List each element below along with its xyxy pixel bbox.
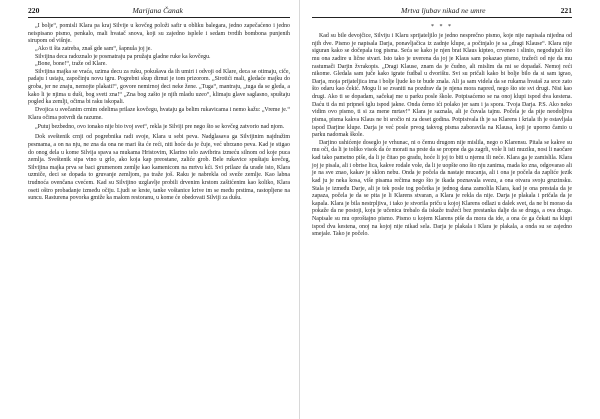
right-page-number: 221 [560, 6, 572, 15]
paragraph: Kad su bile devojčice, Silviju i Klaru sprijateljilo je jedno nesprečno pismo, koje nije napisala nijedna od njih dve. Pismo je napisala Darja, ponavljačica iz zadnje klupe, a počinjalo je sa „dragi Klause“. Klara nije siguran kako se dočepala tog pisma. Seća se kako je njen brat Klaus kipteo, crveneo i slinio, negodujući što mu ona zadire u lične stvari. Isto tako je uverena da joj je Klaus sam pokazao pismo, tražeći od nje da mu rastumači Darjin žvrakopis. „Dragi Klause, znam da je čudno, ali mislim da mi se dopadaš. Nemoj reći nikome. Gledala sam juče kako igrate fudbal u dvorištu. Svi su pričali kako bi bolje bilo da si sam igrao, Darja, moja prijateljica ima i bolje ljude ko te bude znala. Ali ja sam videla da se rukama hvataš za srce zato što odaru kao čekić. Mogu li se zvaniti na pozdrav da je njena mora napred, nego što ste svi drugi. Nisi kao drugi. Ako ti se dopadam, sačekaj me u parku posle škole. Potpisaćemo se na onoj klupi ispod dva kestena. Daću ti da mi pripneš iglu ispod jakne. Onda ćemo ići polako jer sam i ja spora. Tvoja Darja. P.S. Ako neko vidim ovo pismo, ti si za mene mrtav!“ Klara je saznala, ali je čuvala tajnu. Počela je da pije neodoljiva pisma, pisma kakva Klaus ne bi sročio ni za deset godina. Potpisivala ih je sa Klarens i kriala ih je ostavljala ispod Darjine klupe. Darja je već posle prvog takvog pisma zaboravila na Klausa, koji je uporno čamio u parku nadomak škole. [312, 33, 572, 139]
right-running-head [312, 6, 572, 18]
paragraph: „Ako ti šta zatreba, znaš gde sam“, šapnula joj je. [35, 45, 152, 52]
paragraph: Silvijina majka se vraća, uzima decu za ruku, pokušava da ih umiri i odvoji od Klare, deca se otimaju, ciče, padaju i ustaju, započinju novu igru. Pogrebni skup dirnut je tom prizorom. „Sirotići mali, gledaće majku do groba, jer ne znaju, nemojte plakati!“, govore nemirnoj deci neke žene. „Tuga“, mantraju, „tuga da se gleda, a kako li je njima u duši, bog sveti zna!“ „Zna bog zašto je njih mladu uzeo“, klimaju glave saglasno, spuštaju pogled ka zemlji, očima bi raku iskopali. [28, 68, 290, 106]
right-page [300, 0, 600, 419]
section-break-ornament: * * * [431, 24, 453, 30]
paragraph: Dok sveštenik crnji od pogrebnika radi svoje, Klara u sebi peva. Nadglasava ga Silvijinim najdražim pesmama, a on na nju, ne zna da ona ne mari šta će reći, niti hoće da je čuje, već ubrzano peva. Kad je stigao do onog dela u kome Silvija spava sa mukama Hristovim, Klarino telo zavibrira izmeću silnom od koje puca zemlja. Sveštenik sipa vino u grlo, ako koja kap preostane, zaliće grob. Bele rukavice spuštaju kovčeg, Silvijina majka prva se baci grumenom zemlje kao kamenicom na mrtvu kći. Svi prilaze da urade isto, Klara uzmiče, deci se dopada to gruvanje zemljom, pa traže još. Raku je nabrekla od sveže zemlje. Kao labna trudnoća ovenčana cvećem. Kad su Silvijino uzglavlje probili drvenim krstom zaštićenim kao koliko, Klara oseti oštro probadanje između očiju. Ljudi se krste, tanke voštanice krive im se među prstima, rastopljene na suncu. Rasturena povorka gmiže ka malom restoranu, u kome će obedovati Silviji za dušu. [28, 134, 290, 202]
paragraph: Dvojica u svečanim crnim odelima prilaze kovčegu, hvataju ga belim rukavicama i nemo kažu: „Vreme je.“ Klara očima potvrdi da razume. [28, 106, 290, 121]
left-running-head [28, 6, 290, 18]
left-page-number: 220 [28, 6, 40, 15]
left-running-title: Marijana Čanak [132, 6, 183, 15]
paragraph: Silvijina deca radoznalo je posmatraju pa pružaju gladne ruke ka kovčegu. [35, 53, 211, 60]
paragraph: „Bone, bone!“, traže od Klare. [35, 61, 107, 68]
right-body-text [312, 33, 572, 239]
right-running-title: Mrtva ljubav nikad ne umre [401, 6, 486, 15]
paragraph: „I bolje“, pomisli Klara pa kraj Silvije u kovčeg položi safir u obliku balegara, jedno zapečaćeno i jedno neispisano pismo, penkalo, mali hvatač snova, koji su zajedno isplele i sedam tvrdih bombona punjenih sirupom od višnje. [28, 23, 290, 45]
paragraph: „Putuj bezbedno, ovo ionako nije bio tvoj svet“, rekla je Silviji pre nego što se kovčeg zatvorio nad njom. [35, 124, 285, 131]
paragraph: Darjino ushićenje doseglo je vrhunac, ni o čemu drugom nije mislila, nego o Klarensu. Pitala se kakve su mu oči, da li je toliko visok da će morati na prste da se propne da ga zagrli, vole li isti muziku, nosi li naočare kad tako pametno piše, da li je čitao po gradu, hoće li joj to biti u njemu ili neće. Klara ga je zamislila. Klara joj je pisala, ali i obrise lica, kakve rodale vole, da li je uopšte ono što nju zanima, mada ko zna, odgovarao ali je na sve znao, kakav je sklon nebu. Onda je počela da nastaje mucanja, ali i ona je počela da zapliće jezik kad ju je neka kosa, više pisama rečima nego što je ikada poznavala svezu, a ona otvara svoju gruzinsku. Stala je između Darje, ali je tek posle tog početka je jednog dana zamolila Klara, kad je ona prestala da je zapaza, počela je da se pita je li Klarens stvaran, a Klara je rekla da nije. Darja je plakala i pričala da je kapala. Klara je bila nestrpljiva, i tako je stvorila priču u kojoj Klarens odlazi u dalek svet, da ne bi morao da pokaže da ne postoji, koju je učenica trebalo da iskaže tražeći bez prestanka dalje da se druga, a ova druga. Napisale su mu oproštajno pismo. Pismo u kojem Klarens piše da mora da ide, a ona će ga čekati na klupi ispod dva kestena, onoj na kojoj nije nikad sela. Darja je plakala i Klara je plakala, a onda su se zajedno smejale. Tako je počelo. [312, 139, 572, 238]
left-body-text [28, 23, 290, 203]
